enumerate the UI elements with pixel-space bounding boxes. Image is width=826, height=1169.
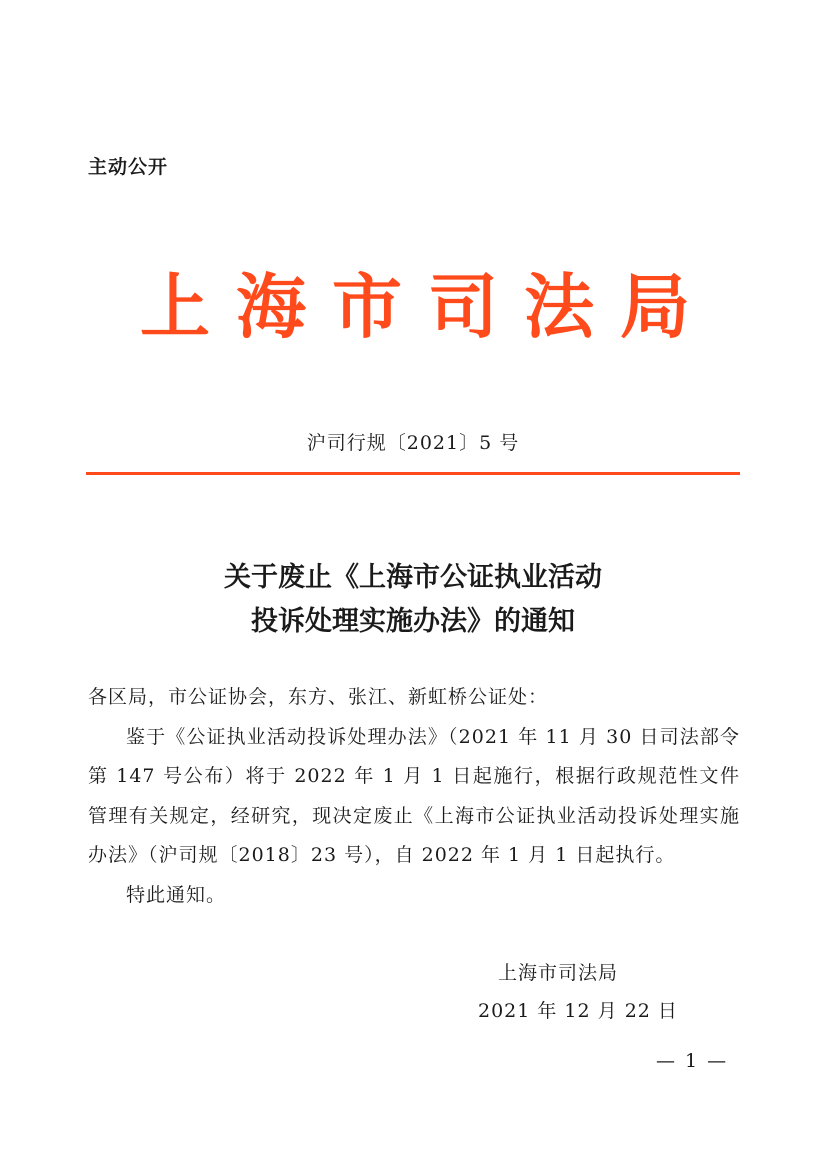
signature-organization: 上海市司法局 (498, 962, 619, 984)
issuer-header (140, 265, 690, 348)
signature-block (478, 954, 678, 1030)
signature-date: 2021 年 12 月 22 日 (478, 1000, 678, 1022)
issuer-char: 市 (332, 265, 402, 348)
issuer-char: 上 (140, 265, 210, 348)
notice-body (88, 678, 740, 915)
salutation: 各区局，市公证协会，东方、张江、新虹桥公证处： (88, 686, 549, 708)
notice-title (0, 556, 826, 644)
notice-title-line-1: 关于废止《上海市公证执业活动 (224, 562, 602, 593)
notice-title-line-2: 投诉处理实施办法》的通知 (251, 606, 575, 637)
closing-line: 特此通知。 (126, 883, 227, 906)
disclosure-label: 主动公开 (88, 156, 169, 178)
issuer-char: 海 (236, 265, 306, 348)
body-paragraph: 鉴于《公证执业活动投诉处理办法》（2021 年 11 月 30 日司法部令第 147 号公布）将于 2022 年 1 月 1 日起施行，根据行政规范性文件管理有关规定，经研究，现决定废止《上海市公证执业活动投诉处理实施办法》（沪司规〔2018〕23 号），自 2022 年 1 月 1 日起执行。 (88, 725, 741, 866)
page-number: — 1 — (656, 1050, 729, 1072)
issuer-char: 法 (524, 265, 594, 348)
issuer-char: 司 (428, 265, 498, 348)
header-divider (86, 472, 740, 475)
issuer-char: 局 (620, 265, 690, 348)
document-number: 沪司行规〔2021〕5 号 (306, 432, 520, 454)
